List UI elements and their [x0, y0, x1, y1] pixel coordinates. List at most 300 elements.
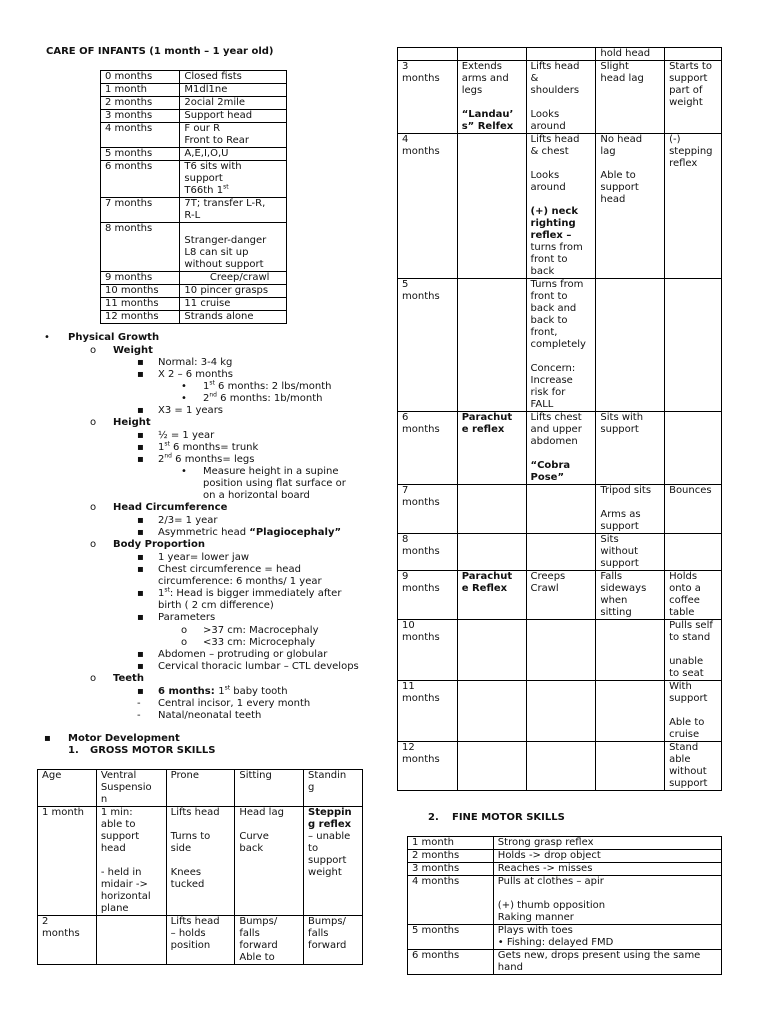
table-cell: [526, 412, 596, 485]
cell-text: 5 months: [412, 925, 460, 936]
table-cell: [457, 48, 526, 61]
table-cell: [526, 742, 596, 791]
table-cell: [665, 412, 722, 485]
cell-text: 9: [402, 571, 409, 582]
square-bullet-icon: ▪: [137, 442, 144, 453]
table-cell: [665, 742, 722, 791]
cell-text: around: [530, 182, 566, 193]
table-cell: [457, 742, 526, 791]
table-row: [38, 916, 363, 965]
table-row: [398, 571, 722, 620]
cell-text: 12 months: [105, 311, 159, 322]
cell-text: (+) neck: [530, 206, 578, 217]
cell-text: Strands alone: [184, 311, 254, 322]
cell-text: 12: [402, 742, 415, 753]
cell-text: 11 cruise: [184, 298, 231, 309]
table-row: [398, 681, 722, 742]
cell-text: shoulders: [530, 85, 580, 96]
square-bullet-icon: ▪: [137, 564, 144, 575]
square-bullet-icon: ▪: [137, 515, 144, 526]
square-bullet-icon: ▪: [137, 357, 144, 368]
cell-text: support: [184, 173, 223, 184]
cell-text: support: [308, 855, 347, 866]
cell-text: Slight: [600, 61, 629, 72]
text-line: Abdomen – protruding or globular: [158, 649, 328, 660]
cell-text: front,: [530, 327, 558, 338]
table-row: [398, 742, 722, 791]
cell-text: hold head: [600, 48, 651, 59]
cell-text: – holds: [170, 928, 206, 939]
cell-text: - held in: [100, 867, 142, 878]
cell-text: back: [530, 266, 555, 277]
cell-text: support: [100, 831, 140, 842]
table-cell: [526, 681, 596, 742]
table-row: [101, 110, 287, 123]
table-cell: [38, 807, 97, 916]
text-line: 1st: Head is bigger immediately after: [158, 586, 342, 599]
cell-text: head lag: [600, 73, 644, 84]
cell-text: 11 months: [105, 298, 159, 309]
table-cell: [457, 61, 526, 134]
cell-text: Strong grasp reflex: [497, 837, 594, 848]
cell-text: arms and: [461, 73, 509, 84]
cell-text: Age: [42, 770, 62, 781]
text-line: 2nd 6 months= legs: [158, 452, 255, 465]
cell-text: [669, 644, 717, 656]
cell-text: months: [402, 583, 440, 594]
cell-text: Reaches -> misses: [497, 863, 593, 874]
cell-text: Pose”: [530, 472, 565, 483]
text-line: circumference: 6 months/ 1 year: [158, 576, 322, 587]
cell-text: 1 month: [42, 807, 84, 818]
table-row: [398, 134, 722, 279]
cell-text: Lifts head: [170, 916, 220, 927]
dash-bullet-icon: -: [137, 698, 141, 709]
table-cell: [398, 681, 458, 742]
table-cell: [101, 298, 180, 311]
cell-text: lag: [600, 146, 616, 157]
table-cell: [665, 571, 722, 620]
table-row: [398, 61, 722, 134]
table-cell: [101, 97, 180, 110]
cell-text: Looks: [530, 109, 560, 120]
cell-text: s” Relfex: [461, 121, 514, 132]
cell-text: With: [669, 681, 692, 692]
cell-text: Sits with: [600, 412, 644, 423]
cell-text: Stand: [669, 742, 699, 753]
cell-text: turns from: [530, 242, 583, 253]
cell-text: reflex –: [530, 230, 572, 241]
table-row: [408, 837, 722, 850]
cell-text: [531, 351, 592, 363]
cell-text: [600, 681, 660, 693]
text-line: 1st 6 months: 2 lbs/month: [203, 379, 332, 392]
cell-text: back and: [530, 303, 577, 314]
cell-text: [462, 485, 522, 497]
table-cell: [96, 770, 166, 807]
table-cell: [398, 571, 458, 620]
cell-text: months: [402, 291, 440, 302]
cell-text: Gets new, drops present using the same: [497, 950, 701, 961]
cell-text: Front to Rear: [184, 135, 250, 146]
cell-text: without: [600, 546, 638, 557]
cell-text: M1dl1ne: [184, 84, 228, 95]
cell-text: 3 months: [105, 110, 153, 121]
cell-text: [462, 134, 522, 146]
text-line: Parameters: [158, 612, 216, 623]
cell-text: legs: [461, 85, 483, 96]
table-cell: [101, 71, 180, 84]
cell-text: [184, 223, 282, 235]
cell-text: able to: [100, 819, 136, 830]
circle-bullet-icon: o: [181, 637, 188, 648]
table-cell: [493, 850, 721, 863]
table-cell: [398, 742, 458, 791]
table-cell: [101, 311, 180, 324]
mnemonic-table: [100, 70, 287, 324]
cell-text: 10 pincer grasps: [184, 285, 269, 296]
table-cell: [101, 110, 180, 123]
table-cell: [457, 681, 526, 742]
cell-text: [498, 888, 717, 900]
cell-text: (-): [669, 134, 681, 145]
table-row: [101, 71, 287, 84]
cell-text: forward: [308, 940, 347, 951]
table-cell: [665, 61, 722, 134]
table-cell: [665, 279, 722, 412]
cell-text: [531, 681, 592, 693]
table-cell: [180, 198, 287, 223]
bullet-icon: •: [181, 466, 187, 477]
table-cell: [235, 916, 304, 965]
table-cell: [596, 620, 665, 681]
bullet-icon: •: [181, 381, 187, 392]
cell-text: 4 months: [412, 876, 460, 887]
cell-text: support: [600, 558, 639, 569]
cell-text: Sitting: [239, 770, 272, 781]
cell-text: 7T; transfer L-R,: [184, 198, 266, 209]
table-cell: [398, 134, 458, 279]
gross-motor-table-right: [397, 47, 722, 791]
table-cell: [526, 48, 596, 61]
table-cell: [96, 916, 166, 965]
table-cell: [180, 161, 287, 198]
cell-text: “Cobra: [530, 460, 571, 471]
cell-text: 1 min:: [100, 807, 133, 818]
cell-text: [462, 279, 522, 291]
cell-text: [669, 279, 717, 291]
cell-text: 10: [402, 620, 415, 631]
heading-height: Height: [113, 417, 151, 428]
cell-text: Tripod sits: [600, 485, 652, 496]
table-cell: [493, 837, 721, 850]
cell-text: table: [669, 607, 695, 618]
table-row: [38, 807, 363, 916]
table-cell: [38, 770, 97, 807]
table-cell: [596, 742, 665, 791]
cell-text: 8 months: [105, 223, 153, 234]
table-cell: [398, 620, 458, 681]
table-row: [101, 298, 287, 311]
text-line: <33 cm: Microcephaly: [203, 637, 316, 648]
text-line: >37 cm: Macrocephaly: [203, 625, 319, 636]
heading-body-proportion: Body Proportion: [113, 539, 205, 550]
table-cell: [101, 198, 180, 223]
cell-text: Ventral: [100, 770, 137, 781]
cell-text: to: [308, 843, 319, 854]
table-cell: [596, 571, 665, 620]
cell-text: 2ocial 2mile: [184, 97, 246, 108]
table-cell: [101, 148, 180, 161]
cell-text: Creep/crawl: [184, 272, 270, 283]
cell-text: 4: [402, 134, 409, 145]
cell-text: support: [669, 778, 708, 789]
cell-text: 2 months: [105, 97, 153, 108]
text-line: position using flat surface or: [203, 478, 346, 489]
cell-text: g reflex: [308, 819, 352, 830]
table-cell: [398, 279, 458, 412]
list-number: 1.: [68, 745, 79, 756]
cell-text: Crawl: [530, 583, 559, 594]
text-line: Measure height in a supine: [203, 466, 339, 477]
table-cell: [166, 807, 235, 916]
cell-text: Parachut: [461, 571, 513, 582]
cell-text: 3: [402, 61, 409, 72]
cell-text: 1 month: [412, 837, 454, 848]
table-cell: [101, 223, 180, 272]
cell-text: Bumps/: [308, 916, 346, 927]
cell-text: [531, 742, 592, 754]
cell-text: support: [600, 182, 639, 193]
table-cell: [665, 620, 722, 681]
table-row: [101, 148, 287, 161]
cell-text: Support head: [184, 110, 253, 121]
heading-motor-development: Motor Development: [68, 733, 180, 744]
cell-text: position: [170, 940, 211, 951]
table-cell: [96, 807, 166, 916]
table-row: [398, 412, 722, 485]
cell-text: months: [402, 546, 440, 557]
text-line: Cervical thoracic lumbar – CTL develops: [158, 661, 359, 672]
cell-text: abdomen: [530, 436, 578, 447]
cell-text: to seat: [669, 668, 704, 679]
table-cell: [457, 279, 526, 412]
cell-text: risk for: [530, 387, 566, 398]
cell-text: Pulls self: [669, 620, 713, 631]
cell-text: onto a: [669, 583, 701, 594]
table-cell: [665, 534, 722, 571]
cell-text: [171, 855, 231, 867]
cell-text: 4 months: [105, 123, 153, 134]
table-cell: [398, 61, 458, 134]
cell-text: [462, 681, 522, 693]
table-row: [38, 770, 363, 807]
cell-text: • Fishing: delayed FMD: [497, 937, 614, 948]
cell-text: [171, 819, 231, 831]
table-cell: [408, 837, 494, 850]
cell-text: and upper: [530, 424, 582, 435]
table-cell: [408, 850, 494, 863]
text-line: X3 = 1 years: [158, 405, 224, 416]
table-row: [408, 863, 722, 876]
cell-text: Raking manner: [497, 912, 574, 923]
cell-text: 8: [402, 534, 409, 545]
cell-text: 5 months: [105, 148, 153, 159]
cell-text: months: [402, 146, 440, 157]
cell-text: [669, 48, 717, 60]
cell-text: months: [402, 497, 440, 508]
bullet-icon: •: [44, 332, 50, 343]
cell-text: support: [600, 424, 639, 435]
circle-bullet-icon: o: [90, 417, 97, 428]
cell-text: front to: [530, 291, 568, 302]
table-cell: [101, 84, 180, 97]
cell-text: Lifts head: [170, 807, 220, 818]
table-row: [101, 161, 287, 198]
cell-text: sitting: [600, 607, 632, 618]
table-cell: [180, 148, 287, 161]
cell-text: [462, 620, 522, 632]
circle-bullet-icon: o: [90, 345, 97, 356]
table-row: [101, 285, 287, 298]
table-row: [408, 850, 722, 863]
cell-text: Extends: [461, 61, 502, 72]
table-cell: [38, 916, 97, 965]
cell-text: Holds -> drop object: [497, 850, 601, 861]
square-bullet-icon: ▪: [137, 369, 144, 380]
cell-text: months: [402, 754, 440, 765]
cell-text: 7 months: [105, 198, 153, 209]
cell-text: [531, 485, 592, 497]
text-line: Normal: 3-4 kg: [158, 357, 233, 368]
table-cell: [180, 285, 287, 298]
heading-teeth: Teeth: [113, 673, 144, 684]
cell-text: Concern:: [530, 363, 576, 374]
cell-text: months: [42, 928, 80, 939]
square-bullet-icon: ▪: [137, 649, 144, 660]
cell-text: T66th 1st: [184, 183, 229, 196]
table-cell: [180, 223, 287, 272]
text-line: 2nd 6 months: 1b/month: [203, 391, 323, 404]
table-row: [101, 97, 287, 110]
table-cell: [526, 134, 596, 279]
heading-physical-growth: Physical Growth: [68, 332, 160, 343]
cell-text: Standin: [308, 770, 347, 781]
cell-text: 0 months: [105, 71, 153, 82]
cell-text: – unable: [308, 831, 351, 842]
table-cell: [526, 279, 596, 412]
table-cell: [180, 298, 287, 311]
text-line: 1st 6 months= trunk: [158, 440, 259, 453]
table-cell: [596, 681, 665, 742]
cell-text: [239, 819, 299, 831]
cell-text: Plays with toes: [497, 925, 573, 936]
table-row: [408, 925, 722, 950]
cell-text: weight: [308, 867, 342, 878]
list-number: 2.: [428, 812, 439, 823]
cell-text: hand: [497, 962, 523, 973]
cell-text: 11: [402, 681, 415, 692]
cell-text: [600, 497, 660, 509]
table-row: [101, 84, 287, 97]
cell-text: stepping: [669, 146, 713, 157]
cell-text: Closed fists: [184, 71, 242, 82]
square-bullet-icon: ▪: [137, 405, 144, 416]
text-line: 2/3= 1 year: [158, 515, 218, 526]
cell-text: support: [600, 521, 639, 532]
square-bullet-icon: ▪: [137, 686, 144, 697]
cell-text: [600, 279, 660, 291]
cell-text: [531, 48, 592, 60]
cell-text: Falls: [600, 571, 623, 582]
table-cell: [101, 285, 180, 298]
table-cell: [408, 950, 494, 975]
table-cell: [180, 97, 287, 110]
cell-text: [462, 48, 522, 60]
table-cell: [526, 485, 596, 534]
cell-text: [669, 705, 717, 717]
cell-text: support: [669, 73, 708, 84]
cell-text: cruise: [669, 729, 700, 740]
cell-text: head: [100, 843, 126, 854]
cell-text: 6 months: [412, 950, 460, 961]
cell-text: 5: [402, 279, 409, 290]
cell-text: front to: [530, 254, 568, 265]
cell-text: Bumps/: [239, 916, 278, 927]
cell-text: [669, 534, 717, 546]
table-cell: [665, 48, 722, 61]
cell-text: e Reflex: [461, 583, 508, 594]
circle-bullet-icon: o: [90, 673, 97, 684]
square-bullet-icon: ▪: [137, 612, 144, 623]
table-cell: [493, 876, 721, 925]
cell-text: able: [669, 754, 691, 765]
cell-text: Suspensio: [100, 782, 152, 793]
square-bullet-icon: ▪: [137, 527, 144, 538]
table-cell: [596, 134, 665, 279]
table-row: [101, 123, 287, 148]
cell-text: 9 months: [105, 272, 153, 283]
cell-text: Steppin: [308, 807, 352, 818]
table-cell: [596, 534, 665, 571]
table-cell: [457, 412, 526, 485]
cell-text: Increase: [530, 375, 573, 386]
table-row: [101, 311, 287, 324]
text-line: Natal/neonatal teeth: [158, 710, 262, 721]
cell-text: 1 month: [105, 84, 147, 95]
table-cell: [408, 863, 494, 876]
table-cell: [526, 620, 596, 681]
cell-text: 3 months: [412, 863, 460, 874]
text-line: Chest circumference = head: [158, 564, 301, 575]
cell-text: L8 can sit up: [184, 247, 249, 258]
cell-text: Turns to: [170, 831, 211, 842]
table-cell: [493, 863, 721, 876]
cell-text: Bounces: [669, 485, 712, 496]
bullet-icon: •: [181, 393, 187, 404]
cell-text: [531, 97, 592, 109]
table-cell: [596, 48, 665, 61]
table-cell: [398, 48, 458, 61]
heading-gross-motor-skills: GROSS MOTOR SKILLS: [90, 745, 216, 756]
table-cell: [665, 485, 722, 534]
cell-text: around: [530, 121, 566, 132]
cell-text: Prone: [170, 770, 200, 781]
cell-text: FALL: [530, 399, 554, 410]
table-cell: [596, 61, 665, 134]
cell-text: righting: [530, 218, 576, 229]
table-cell: [457, 620, 526, 681]
